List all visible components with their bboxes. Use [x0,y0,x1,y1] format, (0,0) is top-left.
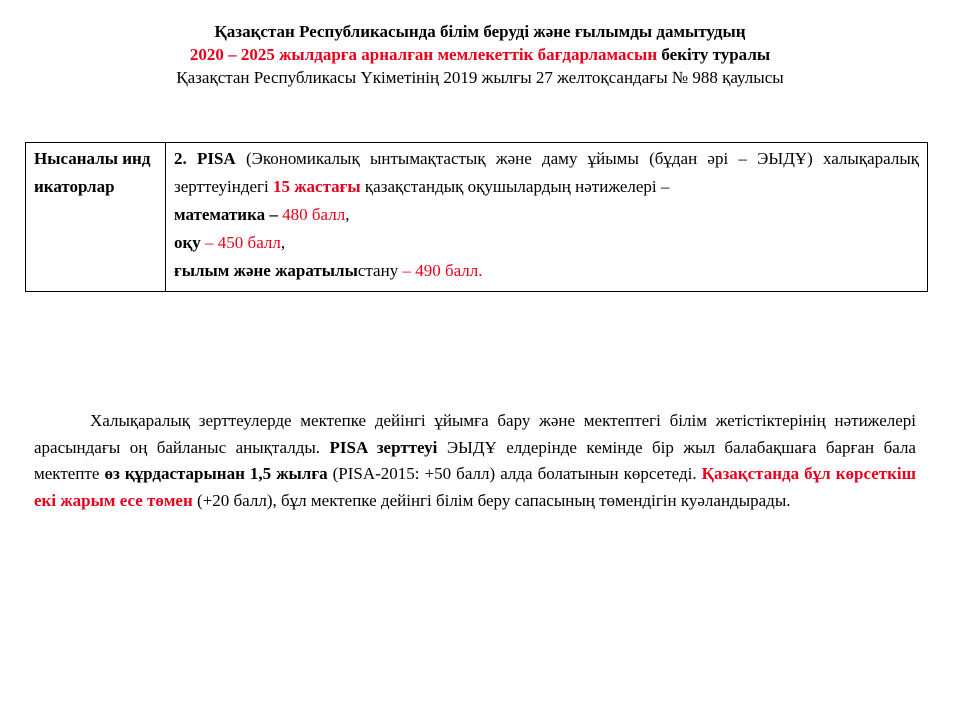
science-label: ғылым және жаратылы [174,261,358,280]
reading-value: – 450 балл [200,233,281,252]
para-part-7: (+20 балл), бұл мектепке дейінгі білім беру сапасының төмендігін куәландырады. [192,490,791,510]
reading-label: оқу [174,233,201,252]
indicator-intro: (Экономикалық ынтымақтастық және даму ұйымы (бұдан әрі – ЭЫДҰ) халықаралық зерттеуіндегі [174,149,919,196]
science-value: – 490 балл. [398,261,483,280]
header-program-title: 2020 – 2025 жылдарға арналған мемлекеттік бағдарламасын [189,45,658,64]
para-part-1: Халықаралық зерттеулерде мектепке дейінгі ұйымға бару және мектептегі білім жетістіктерінің нәтижелері арасындағы оң байланыс анықталды. [34,411,916,457]
header-line-1: Қазақстан Республикасында білім беруді және ғылымды дамытудың [214,22,746,41]
table-row [26,143,928,292]
page-header [40,20,920,89]
para-kazakhstan-lower: Қазақстанда бұл көрсеткіш екі жарым есе төмен [34,464,916,510]
science-label-rest: стану [357,261,399,280]
indicator-age: 15 жастағы [272,177,361,196]
math-value: 480 балл [277,205,346,224]
para-part-5: (PISA-2015: +50 балл) алда болатынын көрсетеді. [327,464,702,483]
para-pisa-study: PISA зерттеуі [329,437,438,457]
para-peers-advantage: өз құрдастарынан 1,5 жылға [104,464,328,483]
header-line-2 [40,43,920,66]
header-approval-text: бекіту туралы [657,45,771,64]
indicator-table [25,142,928,292]
indicator-label-cell: Нысаналы индикаторлар [26,143,166,292]
body-paragraph [34,408,916,514]
indicator-number: 2. PISA [174,149,236,168]
header-line-3: Қазақстан Республикасы Үкіметінің 2019 жылғы 27 желтоқсандағы № 988 қаулысы [176,68,784,87]
indicator-intro-2: қазақстандық оқушылардың нәтижелері – [360,177,670,196]
para-part-3: ЭЫДҰ елдерінде кемінде бір жыл балабақшаға барған бала мектепте [34,437,916,483]
math-label: математика – [174,205,278,224]
indicator-content-cell: 2. PISA (Экономикалық ынтымақтастық және даму ұйымы (бұдан әрі – ЭЫДҰ) халықаралық зерттеуіндегі 15 жастағы қазақстандық оқушылардың нәтижелері – математика – 480 балл, оқу – 450 балл, ғылым және жаратылыстану – 490 балл. [166,143,928,292]
